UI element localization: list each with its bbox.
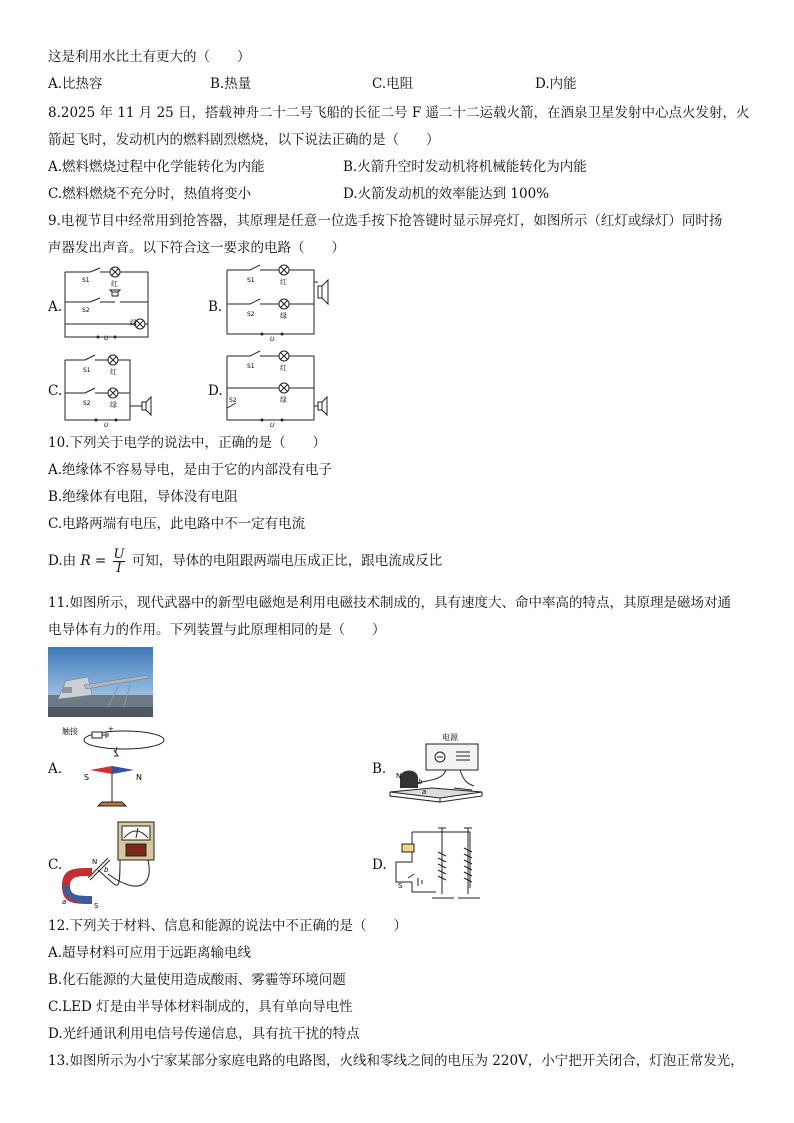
q9a-red-label: 红: [111, 280, 118, 288]
q8-option-c: C.燃料燃烧不充分时，热值将变小: [48, 186, 252, 202]
q9a-s2-label: S2: [82, 307, 90, 314]
q10-formula-denominator: I: [116, 561, 122, 576]
q9-option-d-letter: D.: [208, 383, 223, 399]
q8-stem-line2: 箭起飞时，发动机内的燃料剧烈燃烧，以下说法正确的是（ ）: [48, 132, 440, 148]
q7-stem: 这是利用水比土有更大的（ ）: [48, 49, 251, 65]
q10-option-d-suffix: 可知，导体的电阻跟两端电压成正比，跟电流成反比: [127, 553, 443, 569]
q11c-b-label: b: [104, 866, 109, 874]
q8-option-b: B.火箭升空时发动机将机械能转化为内能: [343, 159, 587, 175]
q9d-red-label: 红: [280, 364, 287, 372]
q10-option-d: [48, 548, 442, 575]
q9d-s1-label: S1: [247, 363, 255, 370]
q9-stem-line1: 9.电视节目中经常用到抢答器，其原理是任意一位选手按下抢答键时显示屏亮灯，如图所示（红灯或绿灯）同时扬: [48, 213, 723, 229]
q9-stem-line2: 声器发出声音。以下符合这一要求的电路（ ）: [48, 240, 345, 256]
q11c-n-pole: N: [92, 858, 98, 866]
q7-option-c: C.电阻: [372, 76, 414, 92]
q11b-b-label: b: [418, 778, 423, 786]
q10-option-d-prefix: D.由: [48, 553, 81, 569]
q10-formula-numerator: U: [113, 547, 125, 562]
q11a-n-pole: N: [136, 773, 142, 782]
electromagnet-nails-figure: [392, 818, 492, 908]
circuit-diagram-a: [60, 262, 160, 342]
q9c-s2-label: S2: [83, 400, 91, 407]
q11a-current-label: I: [115, 746, 118, 755]
q11b-a-label: a: [422, 788, 427, 796]
circuit-diagram-b: [222, 262, 337, 342]
q8-option-a: A.燃料燃烧过程中化学能转化为内能: [48, 159, 265, 175]
q7-option-b: B.热量: [210, 76, 252, 92]
q10-option-b: B.绝缘体有电阻，导体没有电阻: [48, 489, 238, 505]
q11a-plus-label: +: [108, 725, 114, 733]
q8-stem-line1: 8.2025 年 11 月 25 日，搭载神舟二十二号飞船的长征二号 F 遥二十二运载火箭，在酒泉卫星发射中心点火发射，火: [48, 105, 750, 121]
q12-option-c: C.LED 灯是由半导体材料制成的，具有单向导电性: [48, 999, 353, 1015]
q8-option-d: D.火箭发动机的效率能达到 100%: [343, 186, 550, 202]
q11-stem-line2: 电导体有力的作用。下列装置与此原理相同的是（ ）: [48, 622, 386, 638]
circuit-diagram-c: [60, 348, 160, 428]
q11-option-a-letter: A.: [48, 761, 63, 777]
q10-formula-eq: =: [90, 553, 111, 569]
q12-option-a: A.超导材料可应用于远距离输电线: [48, 945, 252, 961]
q10-option-c: C.电路两端有电压，此电路中不一定有电流: [48, 516, 306, 532]
q9a-s1-label: S1: [82, 277, 90, 284]
q9d-s2-label: S2: [229, 397, 237, 404]
q10-option-a: A.绝缘体不容易导电，是由于它的内部没有电子: [48, 462, 333, 478]
q12-option-d: D.光纤通讯利用电信号传递信息，具有抗干扰的特点: [48, 1026, 360, 1042]
q9c-s1-label: S1: [83, 367, 91, 374]
q12-option-b: B.化石能源的大量使用造成酸雨、雾霾等环境问题: [48, 972, 346, 988]
railgun-photo: [48, 647, 153, 717]
q9c-u-label: U: [104, 422, 109, 428]
q12-stem: 12.下列关于材料、信息和能源的说法中不正确的是（ ）: [48, 918, 407, 934]
q9a-u-label: U: [104, 335, 109, 342]
q11-option-c-letter: C.: [48, 857, 63, 873]
q9c-green-label: 绿: [110, 401, 117, 409]
q9b-s1-label: S1: [247, 277, 255, 284]
q7-option-a: A.比热容: [48, 76, 103, 92]
q11b-power-label: 电源: [442, 733, 458, 742]
q9b-red-label: 红: [280, 278, 287, 286]
q11a-touch-label: 触接: [62, 727, 78, 736]
q10-formula-lhs: R: [80, 553, 91, 569]
q9c-red-label: 红: [110, 368, 117, 376]
q9b-s2-label: S2: [247, 311, 255, 318]
q9-option-a-letter: A.: [48, 299, 63, 315]
q9-option-b-letter: B.: [208, 299, 223, 315]
oersted-experiment-figure: [62, 722, 174, 814]
q11b-n-pole: N: [396, 772, 402, 780]
q9-option-c-letter: C.: [48, 383, 63, 399]
q11-stem-line1: 11.如图所示，现代武器中的新型电磁炮是利用电磁技术制成的，具有速度大、命中率高的特点，其原理是磁场对通: [48, 595, 731, 611]
q9a-green-label: 绿: [130, 319, 137, 327]
q11a-s-pole: S: [84, 773, 90, 782]
induction-galvanometer-figure: [58, 816, 170, 908]
q13-stem-line1: 13.如图所示为小宁家某部分家庭电路的电路图，火线和零线之间的电压为 220V，小宁把开关闭合，灯泡正常发光，: [48, 1053, 744, 1069]
q9d-u-label: U: [270, 422, 275, 428]
q10-formula-fraction: [113, 548, 126, 575]
q11-option-b-letter: B.: [372, 761, 387, 777]
circuit-diagram-d: [222, 348, 337, 428]
q11c-s-pole: S: [94, 902, 99, 908]
q9d-green-label: 绿: [280, 396, 287, 404]
q9b-green-label: 绿: [280, 312, 287, 320]
q11-option-d-letter: D.: [372, 857, 387, 873]
conductor-in-field-figure: [382, 722, 494, 814]
q11d-s-switch-label: S: [398, 882, 403, 890]
q7-option-d: D.内能: [535, 76, 577, 92]
q9b-u-label: U: [270, 336, 275, 342]
q10-stem: 10.下列关于电学的说法中，正确的是（ ）: [48, 435, 326, 451]
q11c-a-label: a: [62, 898, 67, 906]
